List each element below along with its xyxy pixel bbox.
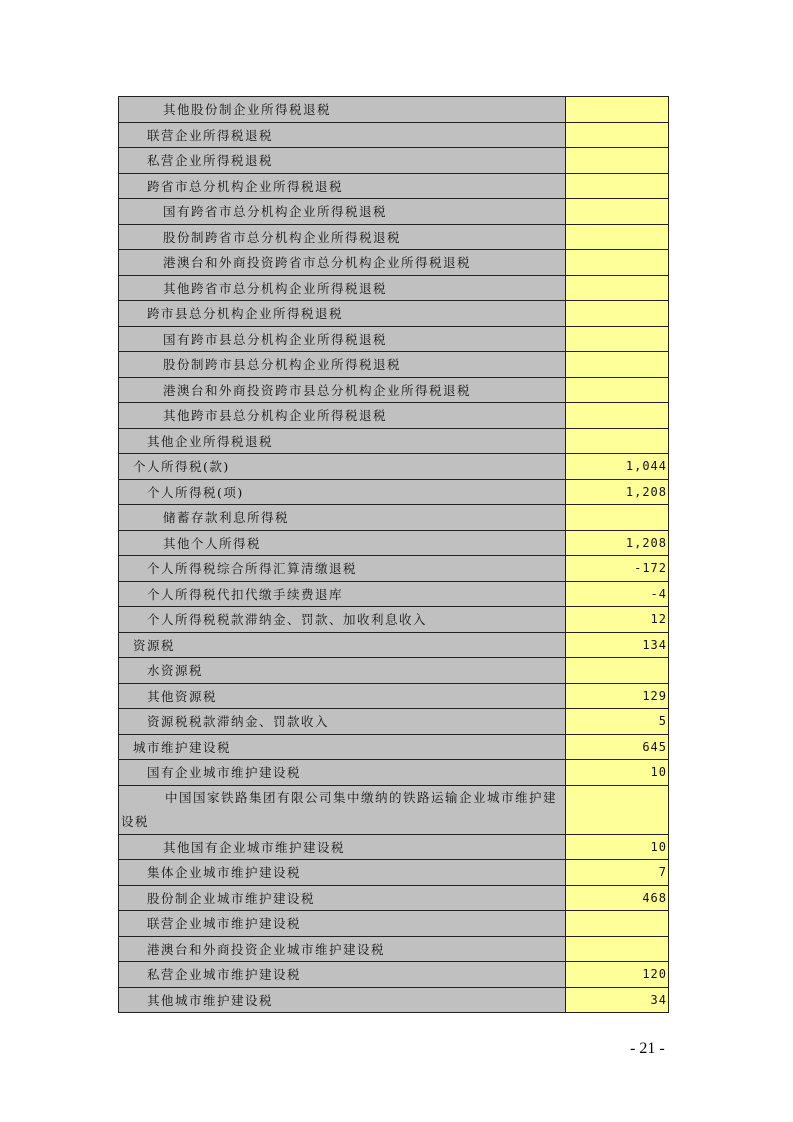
- table-row: [119, 734, 669, 760]
- row-value: [566, 428, 669, 454]
- row-label: 集体企业城市维护建设税: [119, 860, 566, 886]
- table-row: [119, 911, 669, 937]
- row-value: [566, 326, 669, 352]
- row-value: 10: [566, 760, 669, 786]
- row-label: 联营企业城市维护建设税: [119, 911, 566, 937]
- row-label: 港澳台和外商投资跨省市总分机构企业所得税退税: [119, 250, 566, 276]
- table-row: [119, 658, 669, 684]
- row-label: 中国国家铁路集团有限公司集中缴纳的铁路运输企业城市维护建设税: [119, 785, 566, 834]
- row-label: 其他资源税: [119, 683, 566, 709]
- row-label: 国有跨市县总分机构企业所得税退税: [119, 326, 566, 352]
- row-label: 个人所得税综合所得汇算清缴退税: [119, 556, 566, 582]
- table-row: [119, 556, 669, 582]
- row-label: 国有企业城市维护建设税: [119, 760, 566, 786]
- table-row: [119, 936, 669, 962]
- table-row: [119, 377, 669, 403]
- table-row: [119, 505, 669, 531]
- row-value: [566, 658, 669, 684]
- row-label: 跨省市总分机构企业所得税退税: [119, 173, 566, 199]
- table-row: [119, 607, 669, 633]
- row-label: 港澳台和外商投资企业城市维护建设税: [119, 936, 566, 962]
- row-label: 其他企业所得税退税: [119, 428, 566, 454]
- row-label: 其他国有企业城市维护建设税: [119, 834, 566, 860]
- row-label: 资源税: [119, 632, 566, 658]
- row-label: 跨市县总分机构企业所得税退税: [119, 301, 566, 327]
- row-value: [566, 97, 669, 123]
- table-row: [119, 987, 669, 1013]
- row-value: [566, 403, 669, 429]
- row-value: [566, 505, 669, 531]
- row-label: 城市维护建设税: [119, 734, 566, 760]
- row-value: -4: [566, 581, 669, 607]
- row-label: 私营企业城市维护建设税: [119, 962, 566, 988]
- table-row: [119, 148, 669, 174]
- row-label: 联营企业所得税退税: [119, 122, 566, 148]
- row-value: [566, 377, 669, 403]
- row-value: [566, 199, 669, 225]
- row-value: 10: [566, 834, 669, 860]
- row-label: 股份制跨市县总分机构企业所得税退税: [119, 352, 566, 378]
- table-row: [119, 860, 669, 886]
- row-value: -172: [566, 556, 669, 582]
- row-value: 468: [566, 885, 669, 911]
- row-value: [566, 148, 669, 174]
- row-label: 水资源税: [119, 658, 566, 684]
- row-value: 7: [566, 860, 669, 886]
- row-value: [566, 275, 669, 301]
- row-value: 129: [566, 683, 669, 709]
- row-value: [566, 173, 669, 199]
- row-value: [566, 250, 669, 276]
- row-value: 645: [566, 734, 669, 760]
- tax-revenue-table: [118, 96, 669, 1013]
- row-label: 其他城市维护建设税: [119, 987, 566, 1013]
- row-value: [566, 785, 669, 834]
- row-value: 120: [566, 962, 669, 988]
- row-value: [566, 911, 669, 937]
- table-row: [119, 326, 669, 352]
- row-value: 1,208: [566, 530, 669, 556]
- table-row: [119, 760, 669, 786]
- row-value: [566, 936, 669, 962]
- table-row: [119, 199, 669, 225]
- table-row: [119, 885, 669, 911]
- row-value: 34: [566, 987, 669, 1013]
- table-row: [119, 301, 669, 327]
- row-label: 储蓄存款利息所得税: [119, 505, 566, 531]
- row-label: 国有跨省市总分机构企业所得税退税: [119, 199, 566, 225]
- row-value: 5: [566, 709, 669, 735]
- table-row: [119, 834, 669, 860]
- row-label: 其他个人所得税: [119, 530, 566, 556]
- table-row: [119, 97, 669, 123]
- row-label: 其他跨省市总分机构企业所得税退税: [119, 275, 566, 301]
- row-label: 资源税税款滞纳金、罚款收入: [119, 709, 566, 735]
- row-label: 港澳台和外商投资跨市县总分机构企业所得税退税: [119, 377, 566, 403]
- table-row: [119, 530, 669, 556]
- table-row: [119, 173, 669, 199]
- row-label: 股份制企业城市维护建设税: [119, 885, 566, 911]
- table-row: [119, 683, 669, 709]
- table-row: [119, 428, 669, 454]
- table-body: [119, 97, 669, 1013]
- row-value: 134: [566, 632, 669, 658]
- row-value: [566, 301, 669, 327]
- table-row: [119, 785, 669, 834]
- row-value: 1,208: [566, 479, 669, 505]
- row-label: 个人所得税代扣代缴手续费退库: [119, 581, 566, 607]
- row-value: [566, 122, 669, 148]
- row-label: 其他股份制企业所得税退税: [119, 97, 566, 123]
- table-row: [119, 479, 669, 505]
- table-row: [119, 709, 669, 735]
- row-label: 个人所得税税款滞纳金、罚款、加收利息收入: [119, 607, 566, 633]
- row-value: 12: [566, 607, 669, 633]
- table-row: [119, 581, 669, 607]
- table-row: [119, 352, 669, 378]
- row-label: 个人所得税(项): [119, 479, 566, 505]
- table-row: [119, 454, 669, 480]
- page-number: - 21 -: [630, 1040, 665, 1057]
- row-value: [566, 224, 669, 250]
- table-row: [119, 122, 669, 148]
- row-label: 股份制跨省市总分机构企业所得税退税: [119, 224, 566, 250]
- row-label: 个人所得税(款): [119, 454, 566, 480]
- table-row: [119, 403, 669, 429]
- row-value: [566, 352, 669, 378]
- row-label: 私营企业所得税退税: [119, 148, 566, 174]
- table-row: [119, 962, 669, 988]
- row-value: 1,044: [566, 454, 669, 480]
- table-row: [119, 250, 669, 276]
- row-label: 其他跨市县总分机构企业所得税退税: [119, 403, 566, 429]
- table-row: [119, 632, 669, 658]
- table-row: [119, 275, 669, 301]
- table-row: [119, 224, 669, 250]
